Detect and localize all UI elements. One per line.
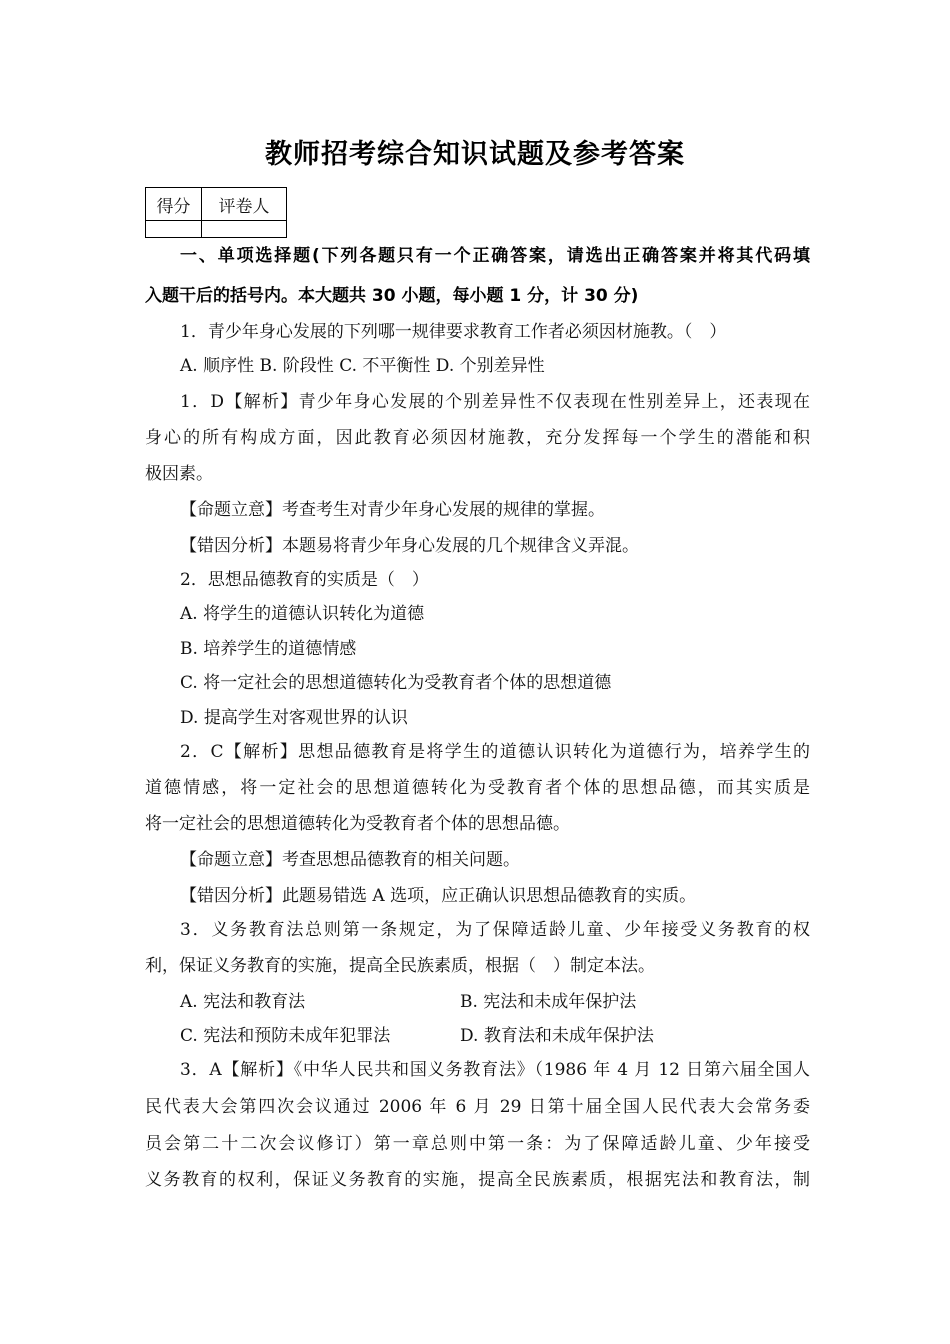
q1-intent: 【命题立意】考查考生对青少年身心发展的规律的掌握。 — [180, 500, 605, 520]
q2-analysis-line-2: 道德情感，将一定社会的思想道德转化为受教育者个体的思想品德，而其实质是 — [145, 778, 810, 798]
grader-cell — [202, 221, 287, 238]
q1-stem: 1．青少年身心发展的下列哪一规律要求教育工作者必须因材施教。（ ） — [180, 322, 727, 342]
q3-options-row-2 — [180, 1024, 810, 1048]
q2-analysis-line-3: 将一定社会的思想道德转化为受教育者个体的思想品德。 — [145, 814, 570, 834]
section-heading-line-2: 入题干后的括号内。本大题共 30 小题，每小题 1 分，计 30 分) — [145, 286, 639, 306]
q3-option-c: C. 宪法和预防未成年犯罪法 — [180, 1026, 391, 1046]
q1-analysis-line-2: 身心的所有构成方面，因此教育必须因材施教，充分发挥每一个学生的潜能和积 — [145, 428, 810, 448]
q3-options-row-1 — [180, 990, 810, 1014]
q2-intent: 【命题立意】考查思想品德教育的相关问题。 — [180, 850, 520, 870]
q3-analysis-line-2: 民代表大会第四次会议通过 2006 年 6 月 29 日第十届全国人民代表大会常务委 — [145, 1097, 810, 1117]
q1-analysis-line-1: 1．D【解析】青少年身心发展的个别差异性不仅表现在性别差异上，还表现在 — [180, 392, 810, 412]
q1-analysis-line-3: 极因素。 — [145, 464, 213, 484]
q2-stem: 2．思想品德教育的实质是（ ） — [180, 570, 429, 590]
score-table-header — [146, 188, 287, 221]
q1-error-analysis: 【错因分析】本题易将青少年身心发展的几个规律含义弄混。 — [180, 536, 639, 556]
q2-error-analysis: 【错因分析】此题易错选 A 选项，应正确认识思想品德教育的实质。 — [180, 886, 697, 906]
q2-option-c: C. 将一定社会的思想道德转化为受教育者个体的思想道德 — [180, 673, 612, 693]
q3-option-d: D. 教育法和未成年保护法 — [460, 1026, 654, 1046]
q1-options: A. 顺序性 B. 阶段性 C. 不平衡性 D. 个别差异性 — [180, 356, 545, 376]
grader-header: 评卷人 — [202, 188, 287, 221]
page-title: 教师招考综合知识试题及参考答案 — [265, 139, 685, 170]
score-table-blank-row — [146, 221, 287, 238]
q3-analysis-line-3: 员会第二十二次会议修订）第一章总则中第一条：为了保障适龄儿童、少年接受 — [145, 1134, 810, 1154]
q3-stem-line-1: 3．义务教育法总则第一条规定，为了保障适龄儿童、少年接受义务教育的权 — [180, 920, 810, 940]
q2-analysis-line-1: 2．C【解析】思想品德教育是将学生的道德认识转化为道德行为，培养学生的 — [180, 742, 810, 762]
q3-analysis-line-1: 3．A【解析】《中华人民共和国义务教育法》（1986 年 4 月 12 日第六届全国人 — [180, 1060, 810, 1080]
section-heading-line-1: 一、单项选择题(下列各题只有一个正确答案，请选出正确答案并将其代码填 — [180, 246, 810, 266]
q3-option-a: A. 宪法和教育法 — [180, 992, 306, 1012]
score-header: 得分 — [146, 188, 202, 221]
q2-option-b: B. 培养学生的道德情感 — [180, 639, 357, 659]
q2-option-a: A. 将学生的道德认识转化为道德 — [180, 604, 425, 624]
q3-option-b: B. 宪法和未成年保护法 — [460, 992, 637, 1012]
q3-analysis-line-4: 义务教育的权利，保证义务教育的实施，提高全民族素质，根据宪法和教育法，制 — [145, 1170, 810, 1190]
score-cell — [146, 221, 202, 238]
score-table — [145, 187, 287, 238]
q3-stem-line-2: 利，保证义务教育的实施，提高全民族素质，根据（ ）制定本法。 — [145, 956, 655, 976]
q2-option-d: D. 提高学生对客观世界的认识 — [180, 708, 408, 728]
